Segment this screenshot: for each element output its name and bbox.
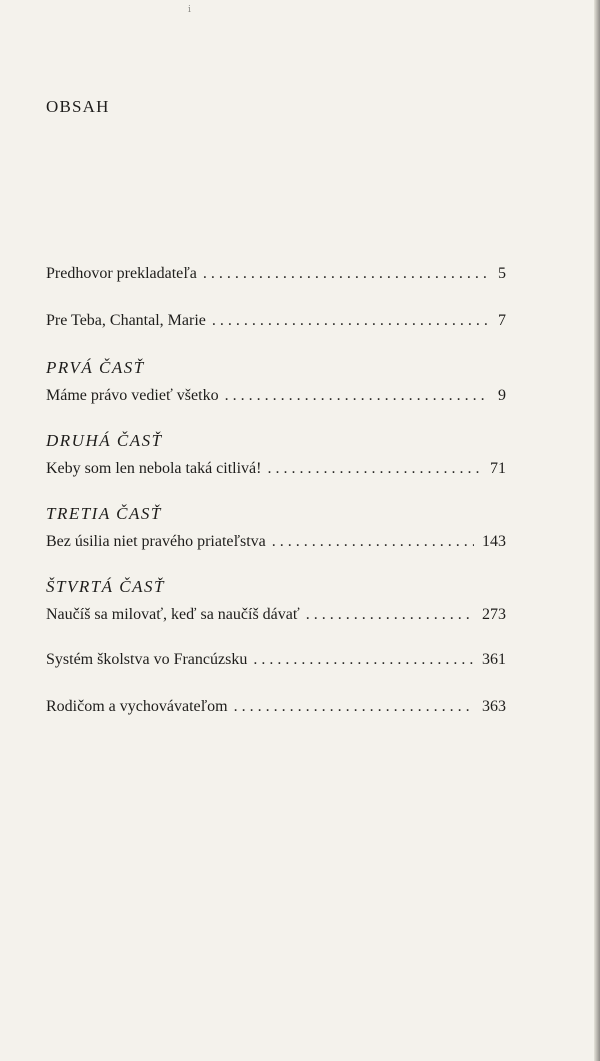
- toc-entry: [46, 648, 506, 672]
- toc-entry-label: Systém školstva vo Francúzsku: [46, 651, 248, 668]
- dot-leader: [203, 262, 488, 286]
- dot-leader: [272, 530, 474, 554]
- toc-entry: [46, 262, 506, 286]
- toc-entry-label: Keby som len nebola taká citlivá!: [46, 460, 262, 477]
- dot-leader: [267, 457, 482, 481]
- toc-entry-page: 143: [482, 533, 506, 550]
- toc-entry: [46, 457, 506, 481]
- pencil-mark: ⅰ: [188, 4, 191, 14]
- toc-entry-label: Rodičom a vychovávateľom: [46, 698, 228, 715]
- part-heading: PRVÁ ČASŤ: [46, 358, 145, 377]
- dot-leader: [234, 695, 474, 719]
- toc-entry-page: 5: [498, 265, 506, 282]
- dot-leader: [225, 384, 488, 408]
- toc-entry: [46, 384, 506, 408]
- page-edge-shadow: [594, 0, 600, 1061]
- dot-leader: [306, 603, 474, 627]
- toc-entry-page: 9: [498, 387, 506, 404]
- toc-entry-page: 71: [490, 460, 506, 477]
- table-of-contents: [46, 262, 506, 742]
- toc-entry-label: Pre Teba, Chantal, Marie: [46, 312, 206, 329]
- toc-entry: [46, 530, 506, 554]
- toc-entry-page: 7: [498, 312, 506, 329]
- toc-entry: [46, 603, 506, 627]
- toc-entry: [46, 695, 506, 719]
- part-heading: ŠTVRTÁ ČASŤ: [46, 577, 165, 596]
- toc-entry-label: Máme právo vedieť všetko: [46, 387, 219, 404]
- toc-entry: [46, 309, 506, 333]
- toc-entry-page: 273: [482, 606, 506, 623]
- part-heading: DRUHÁ ČASŤ: [46, 431, 163, 450]
- toc-entry-label: Bez úsilia niet pravého priateľstva: [46, 533, 266, 550]
- page-title: OBSAH: [46, 97, 110, 116]
- toc-entry-page: 363: [482, 698, 506, 715]
- toc-entry-label: Predhovor prekladateľa: [46, 265, 197, 282]
- part-heading: TRETIA ČASŤ: [46, 504, 162, 523]
- dot-leader: [253, 648, 474, 672]
- toc-entry-label: Naučíš sa milovať, keď sa naučíš dávať: [46, 606, 300, 623]
- toc-entry-page: 361: [482, 651, 506, 668]
- dot-leader: [212, 309, 488, 333]
